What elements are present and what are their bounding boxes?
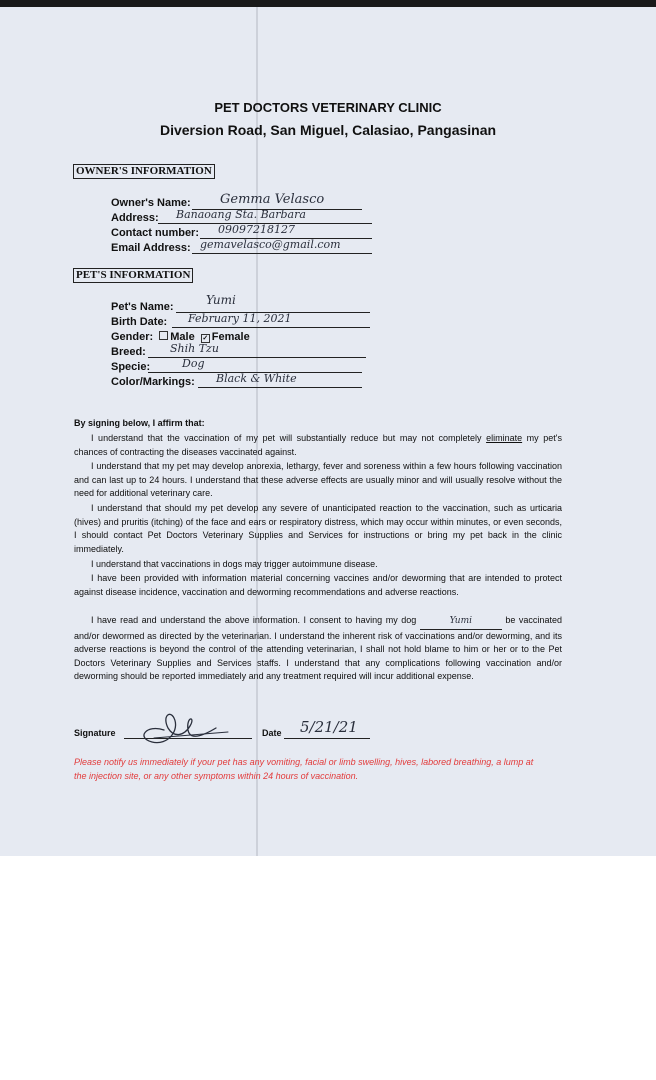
affirm-p1-rest: my pet's chances of contracting the diseases vaccinated against.	[74, 433, 562, 457]
scanner-top-edge	[0, 0, 656, 7]
contact-number-value: 09097218127	[218, 223, 295, 236]
color-markings-line	[198, 387, 362, 388]
email-line	[192, 253, 372, 254]
owner-name-label: Owner's Name:	[111, 197, 191, 209]
affirmation-heading: By signing below, I affirm that:	[74, 418, 205, 428]
affirm-paragraph-5: I have been provided with information material concerning vaccines and/or deworming that are intended to protect against disease incidence, vaccination and deworming recommendations and adverse reactions.	[74, 573, 562, 597]
color-markings-label: Color/Markings:	[111, 376, 195, 388]
owner-address-value: Banaoang Sta. Barbara	[176, 208, 306, 221]
email-label: Email Address:	[111, 242, 191, 254]
affirm-p1-lead: I understand that the vaccination of my pet will substantially reduce but may not completely	[91, 433, 482, 443]
affirm-paragraph-1	[74, 432, 562, 459]
affirm-p6-lead: I have read and understand the above information. I consent to having my dog	[91, 615, 417, 625]
pet-name-value: Yumi	[206, 293, 236, 307]
pet-name-label: Pet's Name:	[111, 301, 174, 313]
date-value: 5/21/21	[300, 718, 358, 736]
birth-date-line	[172, 327, 370, 328]
affirm-paragraph-4: I understand that vaccinations in dogs may trigger autoimmune disease.	[91, 559, 378, 569]
owner-address-label: Address:	[111, 212, 159, 224]
date-label: Date	[262, 728, 282, 738]
color-markings-value: Black & White	[216, 372, 297, 385]
notify-warning: Please notify us immediately if your pet has any vomiting, facial or limb swelling, hives, labored breathing, a lump at the injection site, or any other symptoms within 24 hours of vaccination.	[74, 757, 534, 781]
signature-label: Signature	[74, 728, 116, 738]
specie-label: Specie:	[111, 361, 151, 373]
affirm-paragraph-2: I understand that my pet may develop anorexia, lethargy, fever and soreness within a few hours following vaccination and can last up to 24 hours. I understand that these adverse effects are usually minor and will usually resolve without the need for additional veterinary care.	[74, 461, 562, 499]
breed-value: Shih Tzu	[170, 342, 219, 355]
affirm-p1-underlined: eliminate	[486, 433, 523, 443]
gender-female-label: Female	[211, 331, 250, 343]
owner-info-heading: OWNER'S INFORMATION	[73, 164, 215, 179]
specie-value: Dog	[182, 357, 205, 370]
contact-number-label: Contact number:	[111, 227, 199, 239]
clinic-address: Diversion Road, San Miguel, Calasiao, Pangasinan	[159, 122, 497, 138]
handwritten-signature	[124, 708, 244, 748]
affirm-paragraph-6	[74, 614, 562, 684]
owner-name-value: Gemma Velasco	[220, 192, 325, 207]
gender-male-label: Male	[170, 331, 195, 343]
email-value: gemavelasco@gmail.com	[200, 238, 341, 251]
breed-line	[148, 357, 366, 358]
female-checkbox-checked: ✓	[202, 335, 209, 342]
breed-label: Breed:	[111, 346, 146, 358]
date-line	[284, 738, 370, 739]
birth-date-value: February 11, 2021	[188, 312, 292, 325]
pet-info-heading: PET'S INFORMATION	[73, 268, 193, 283]
clinic-name: PET DOCTORS VETERINARY CLINIC	[214, 100, 442, 115]
consent-pet-name: Yumi	[420, 615, 502, 630]
male-checkbox	[159, 331, 168, 340]
gender-label: Gender:	[111, 331, 154, 343]
birth-date-label: Birth Date:	[111, 316, 168, 328]
affirm-paragraph-3: I understand that should my pet develop any severe of unanticipated reaction to the vaccination, such as urticaria (hives) and pruritis (itching) of the face and ears or respiratory distress, which may occur within minutes, or even seconds, I should contact Pet Doctors Veterinary Supplies and Services for instructions or bring my pet back in the clinic immediately.	[74, 503, 562, 554]
affirm-p6-rest: be vaccinated and/or dewormed as directed by the veterinarian. I understand the inherent risk of vaccinations and/or deworming, and its adverse reactions is beyond the control of the attending veterinarian, I shall not hold blame to him or her or to the Pet Doctors Veterinary Supplies and Services staffs. I understand that any complications following vaccination and/or deworming should be reported immediately and any treatment required will incur additional expense.	[74, 615, 562, 682]
